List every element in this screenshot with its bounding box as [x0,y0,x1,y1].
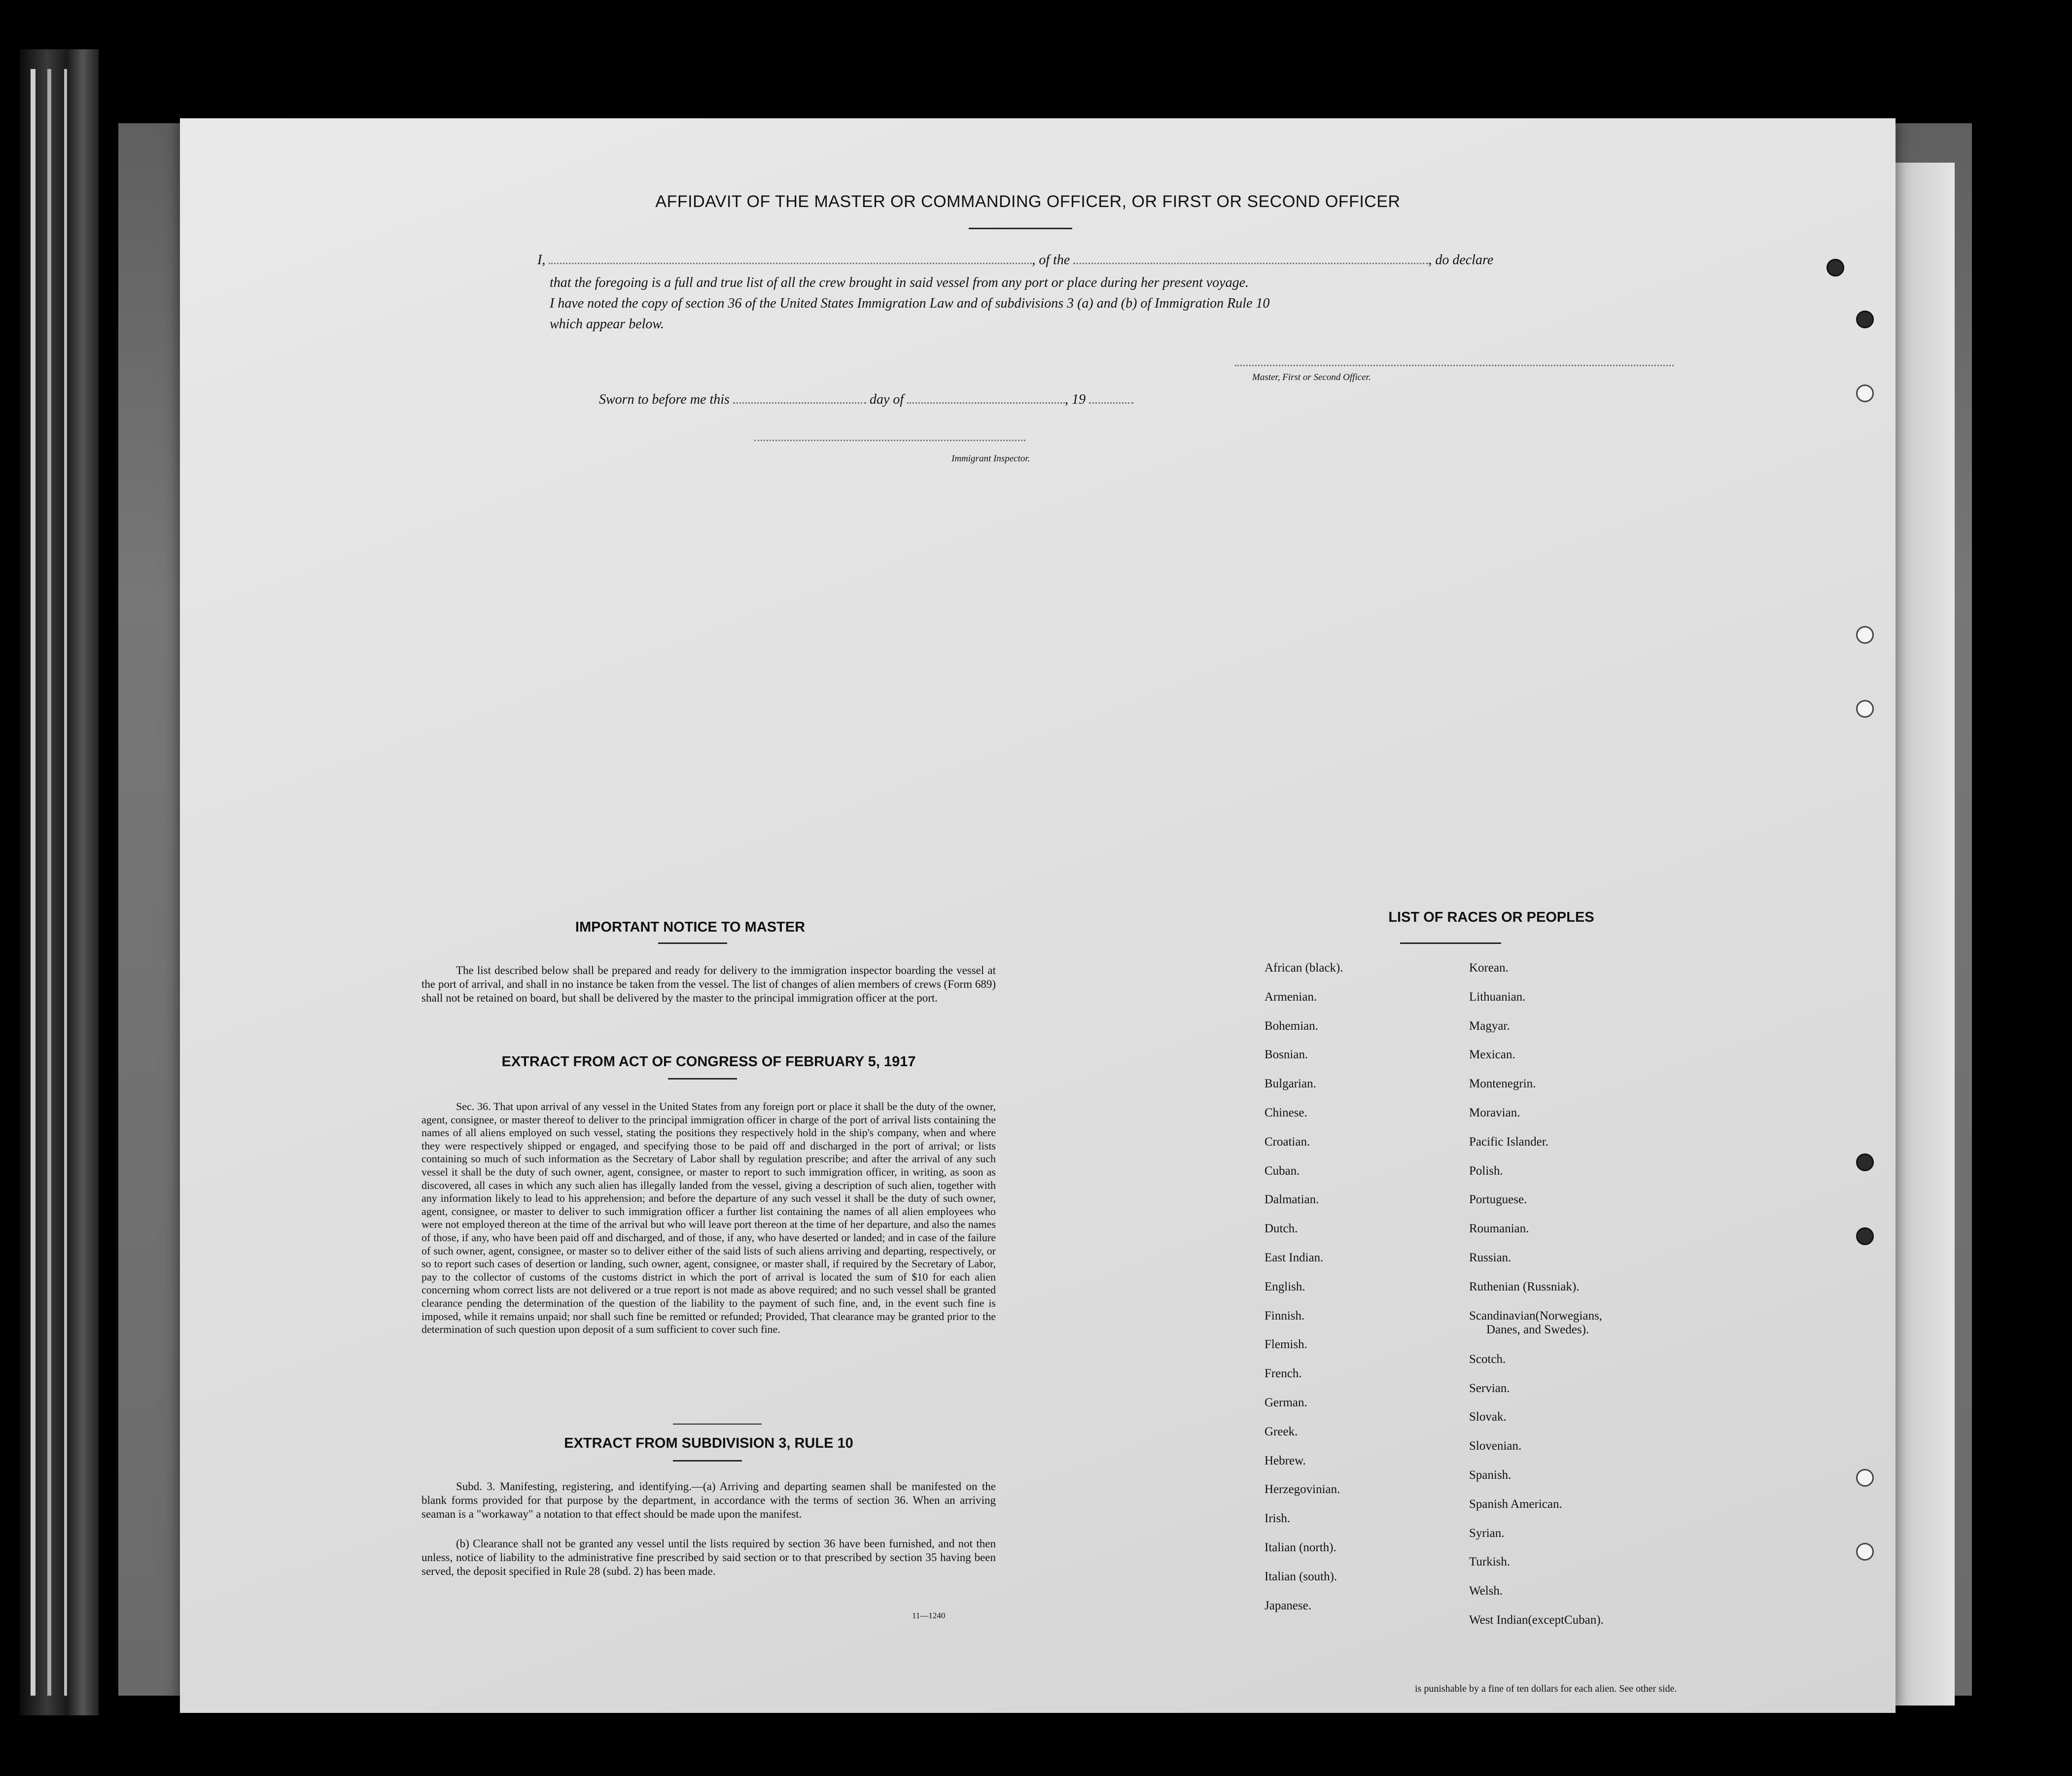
do-declare-label: , do declare [1428,252,1494,268]
race-item: Bulgarian. [1264,1077,1316,1091]
race-item: Montenegrin. [1469,1077,1536,1091]
affidavit-title: AFFIDAVIT OF THE MASTER OR COMMANDING OFFICER, OR FIRST OR SECOND OFFICER [655,192,1401,211]
divider [658,942,727,944]
footer-note: is punishable by a fine of ten dollars for each alien. See other side. [1415,1683,1677,1694]
body-line-2: I have noted the copy of section 36 of the United States Immigration Law and of subdivisions 3 (a) and (b) of Immigration Rule 10 [550,296,1270,311]
act-text: Sec. 36. That upon arrival of any vessel in the United States from any foreign port or place it shall be the duty of the owner, agent, consignee, or master thereof to deliver to the principal immigration officer in charge of the port of arrival lists containing the names of all aliens employed on such vessel, stating the positions they respectively hold in the ship's company, when and where they were respectively shipped or engaged, and specifying those to be paid off and discharged in the port of arrival; or lists containing so much of such information as the Secretary of Labor shall by regulation prescribe; and after the arrival of any such vessel it shall be the duty of such owner, agent, consignee, or master to report to such immigration officer, in writing, as soon as discovered, all cases in which any such alien has illegally landed from the vessel, giving a description of such alien, together with any information likely to lead to his apprehension; and before the departure of any such vessel it shall be the duty of such owner, agent, consignee, or master to deliver to such immigration officer a further list containing the names of all alien employees who were not employed thereon at the time of the arrival but who will leave port thereon at the time of her departure, and also the names of those, if any, who have been paid off and discharged, and of those, if any, who have deserted or landed; and in case of the failure of such owner, agent, consignee, or master so to deliver either of the said lists of such aliens arriving and departing, respectively, or so to report such cases of desertion or landing, such owner, agent, consignee, or master shall, if required by the Secretary of Labor, pay to the collector of customs of the customs district in which the port of arrival is located the sum of $10 for each alien concerning whom correct lists are not delivered or a true report is not made as above required; and no such vessel shall be granted clearance pending the determination of the question of the liability to the payment of such fine, and, in the event such fine is imposed, while it remains unpaid; nor shall such fine be remitted or refunded; Provided, That clearance may be granted prior to the determination of such question upon deposit of a sum sufficient to cover such fine. [421,1100,996,1336]
form-number: 11—1240 [912,1611,946,1620]
punch-hole [1856,700,1874,718]
race-item: French. [1264,1367,1302,1381]
race-item: Armenian. [1264,990,1317,1004]
divider [1400,942,1501,944]
name-field[interactable] [549,263,1032,264]
race-item: English. [1264,1280,1305,1293]
sworn-line [599,392,1133,408]
race-item: Spanish American. [1469,1497,1562,1511]
race-item: Cuban. [1264,1164,1300,1178]
race-item: Croatian. [1264,1135,1310,1149]
master-signature-field[interactable] [1235,365,1674,366]
punch-hole [1856,311,1874,328]
punch-hole [1826,259,1844,277]
race-item: Japanese. [1264,1599,1312,1612]
race-item: Turkish. [1469,1555,1510,1569]
body-line-1: that the foregoing is a full and true list of all the crew brought in said vessel from any port or place during her present voyage. [550,275,1249,290]
body-line-3: which appear below. [550,316,665,332]
race-item: Italian (north). [1264,1541,1336,1554]
race-item: Russian. [1469,1251,1511,1264]
page-edge [31,69,35,1696]
day-of-label: day of [869,392,904,407]
inspector-signature-field[interactable] [754,440,1025,441]
declaration-line [537,252,1681,268]
sworn-label: Sworn to before me this [599,392,730,407]
race-item: Welsh. [1469,1584,1503,1598]
race-item: Servian. [1469,1381,1510,1395]
races-title: LIST OF RACES OR PEOPLES [1388,909,1594,925]
race-item: Slovak. [1469,1410,1507,1424]
race-item: Irish. [1264,1512,1291,1526]
i-label: I, [537,252,546,268]
race-item-continuation: Danes, and Swedes). [1486,1323,1589,1336]
punch-hole [1856,1543,1874,1561]
race-item: West Indian(exceptCuban). [1469,1613,1604,1627]
race-item: Scandinavian(Norwegians, [1469,1309,1603,1323]
master-signature-label: Master, First or Second Officer. [1252,372,1371,383]
underlying-page [1896,163,1955,1706]
race-item: Chinese. [1264,1106,1307,1119]
divider [673,1424,762,1425]
race-item: Moravian. [1469,1106,1520,1119]
punch-hole [1856,626,1874,644]
year-field[interactable] [1089,402,1133,404]
race-item: Slovenian. [1469,1439,1522,1453]
race-item: Pacific Islander. [1469,1135,1549,1149]
page-edge [64,69,67,1696]
act-title: EXTRACT FROM ACT OF CONGRESS OF FEBRUARY 5, 1917 [501,1054,916,1070]
punch-hole [1856,1469,1874,1487]
sworn-date-field[interactable] [733,402,866,404]
punch-hole [1856,384,1874,402]
of-the-label: , of the [1032,252,1070,268]
divider [673,1460,742,1462]
race-item: Bosnian. [1264,1048,1308,1062]
notice-text: The list described below shall be prepared and ready for delivery to the immigration inspector boarding the vessel at the port of arrival, and shall in no instance be taken from the vessel. The list of changes of alien members of crews (Form 689) shall not be retained on board, but shall be delivered by the master to the principal immigration officer at the port. [421,964,996,1004]
inspector-label: Immigrant Inspector. [951,453,1030,464]
race-item: Lithuanian. [1469,990,1526,1004]
page-edge [47,69,51,1696]
race-item: Portuguese. [1469,1193,1527,1207]
race-item: Ruthenian (Russniak). [1469,1280,1580,1293]
rule-text-a: Subd. 3. Manifesting, registering, and identifying.—(a) Arriving and departing seamen shall be manifested on the blank forms provided for that purpose by the department, in accordance with the terms of section 36. When an arriving seaman is a "workaway" a notation to that effect should be made upon the manifest. [421,1480,996,1520]
race-item: Polish. [1469,1164,1503,1178]
race-item: Spanish. [1469,1468,1511,1482]
race-item: Herzegovinian. [1264,1483,1340,1497]
race-item: Hebrew. [1264,1454,1306,1467]
race-item: Greek. [1264,1425,1298,1438]
vessel-field[interactable] [1073,263,1428,264]
divider [969,228,1072,229]
race-item: Dutch. [1264,1222,1298,1236]
race-item: Flemish. [1264,1338,1307,1352]
punch-hole [1856,1153,1874,1171]
punch-hole [1856,1227,1874,1245]
rule-text-b: (b) Clearance shall not be granted any vessel until the lists required by section 36 have been furnished, and not then unless, notice of liability to the administrative fine prescribed by said section or to that prescribed by section 35 having been served, the deposit specified in Rule 28 (subd. 2) has been made. [421,1537,996,1577]
race-item: Mexican. [1469,1048,1515,1062]
race-item: East Indian. [1264,1251,1324,1264]
race-item: Magyar. [1469,1019,1510,1033]
year-label: , 19 [1065,392,1086,407]
race-item: German. [1264,1396,1307,1409]
race-item: Italian (south). [1264,1569,1337,1583]
race-item: Korean. [1469,961,1509,975]
race-item: Scotch. [1469,1352,1506,1366]
race-item: Dalmatian. [1264,1193,1319,1207]
divider [668,1078,737,1080]
month-field[interactable] [907,402,1065,404]
manifest-page [180,118,1896,1713]
race-item: Syrian. [1469,1526,1505,1540]
race-item: African (black). [1264,961,1343,975]
race-item: Roumanian. [1469,1222,1529,1236]
notice-title: IMPORTANT NOTICE TO MASTER [575,919,806,935]
rule-title: EXTRACT FROM SUBDIVISION 3, RULE 10 [564,1435,853,1451]
race-item: Bohemian. [1264,1019,1319,1033]
race-item: Finnish. [1264,1309,1305,1323]
